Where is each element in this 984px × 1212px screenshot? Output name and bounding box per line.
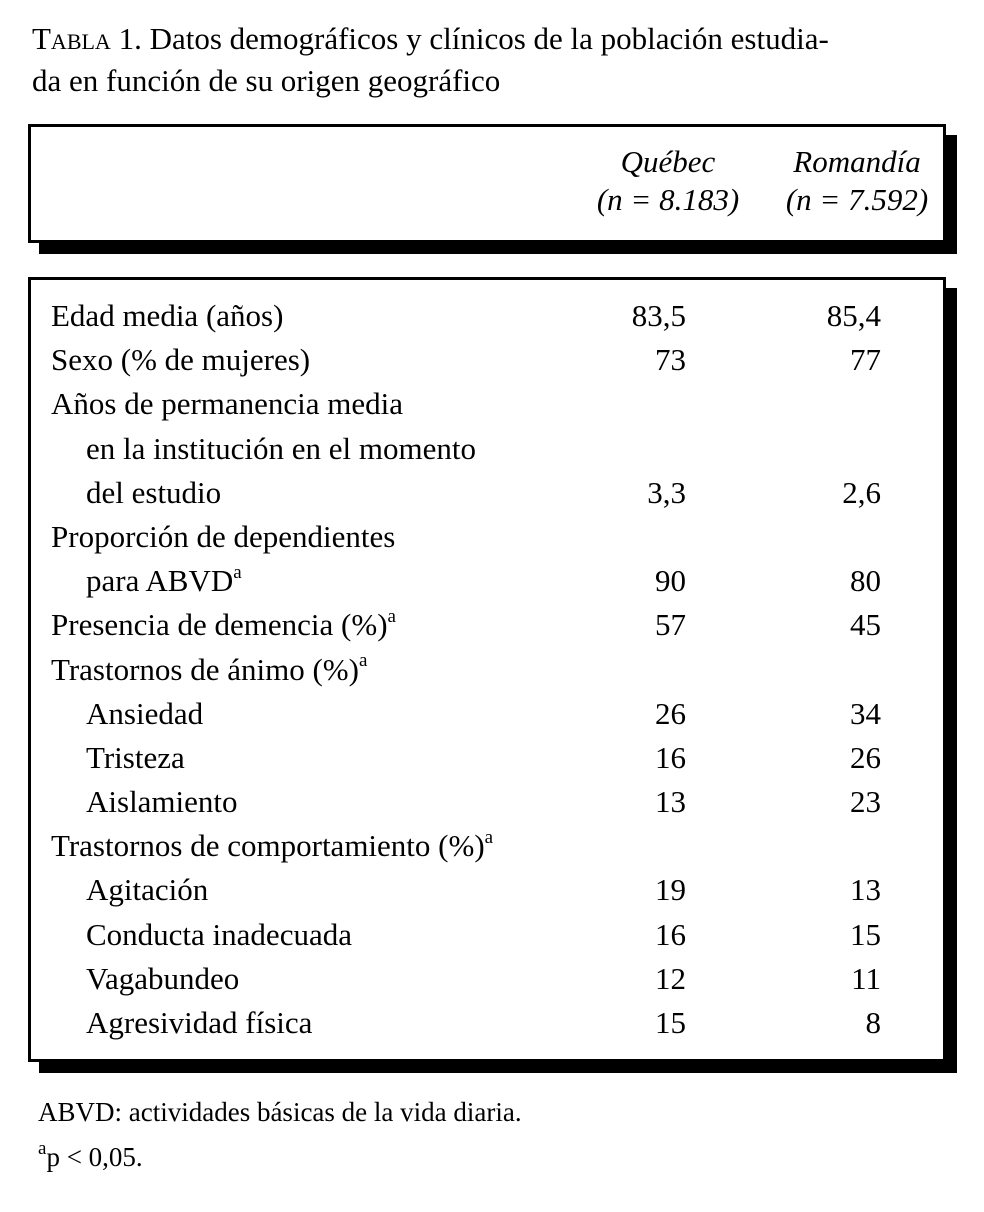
table-row — [31, 382, 943, 426]
cell-romandia: 23 — [850, 784, 881, 820]
table-caption — [32, 18, 962, 102]
row-label-text: Agitación — [86, 872, 209, 908]
significance-marker: a — [484, 826, 494, 848]
row-label — [86, 559, 242, 603]
row-label — [86, 471, 221, 515]
cell-quebec: 13 — [655, 784, 686, 820]
row-label — [86, 427, 476, 471]
cell-quebec: 16 — [655, 916, 686, 952]
row-label — [51, 824, 493, 868]
table-header — [28, 124, 946, 243]
row-label-text: Proporción de dependientes — [51, 518, 396, 554]
row-label-text: Edad media (años) — [51, 298, 284, 333]
row-label — [86, 913, 352, 957]
cell-romandia: 77 — [850, 342, 881, 378]
column-name: Romandía — [793, 144, 921, 179]
row-label-text: Trastornos de ánimo (%) — [51, 651, 359, 687]
column-n: (n = 7.592) — [785, 182, 929, 217]
table-row — [31, 559, 943, 603]
row-label — [51, 648, 367, 692]
row-label-text: para ABVD — [86, 563, 234, 599]
row-label — [86, 780, 238, 824]
row-label-text: en la institución en el momento — [86, 430, 476, 466]
table-row — [31, 603, 943, 647]
table-row — [31, 1001, 943, 1045]
cell-romandia: 2,6 — [842, 474, 881, 510]
row-label-text: Sexo (% de mujeres) — [51, 342, 311, 378]
row-label-text: Tristeza — [86, 739, 185, 775]
cell-romandia: 15 — [850, 916, 881, 952]
cell-romandia: 34 — [850, 695, 881, 731]
table-row — [31, 780, 943, 824]
row-label-text: Ansiedad — [86, 695, 204, 731]
table-body — [28, 277, 946, 1062]
caption-label: Tabla 1. — [32, 21, 142, 56]
row-label-text: Trastornos de comportamiento (%) — [51, 828, 485, 864]
cell-romandia: 13 — [850, 872, 881, 908]
row-label — [86, 868, 208, 912]
table-row — [31, 913, 943, 957]
cell-quebec: 83,5 — [631, 298, 686, 333]
cell-romandia: 80 — [850, 563, 881, 599]
caption-line-1 — [32, 18, 962, 60]
cell-quebec: 26 — [655, 695, 686, 731]
row-label — [51, 603, 396, 647]
row-label-text: Años de permanencia media — [51, 386, 404, 422]
cell-romandia: 8 — [865, 1005, 881, 1040]
cell-romandia: 85,4 — [826, 298, 881, 333]
cell-romandia: 45 — [850, 607, 881, 643]
cell-quebec: 57 — [655, 607, 686, 643]
row-label-text: Agresividad física — [86, 1005, 313, 1040]
table-row — [31, 427, 943, 471]
table-row — [31, 515, 943, 559]
table-row — [31, 868, 943, 912]
cell-quebec: 16 — [655, 739, 686, 775]
footnote-significance — [38, 1140, 143, 1174]
table-row — [31, 736, 943, 780]
caption-line-2: da en función de su origen geográfico — [32, 63, 501, 98]
table-row — [31, 294, 943, 338]
table-row — [31, 957, 943, 1001]
significance-marker: a — [233, 561, 242, 583]
cell-quebec: 19 — [655, 872, 686, 908]
cell-romandia: 26 — [850, 739, 881, 775]
footnote-significance-text: p < 0,05. — [46, 1142, 143, 1172]
footnote-marker: a — [38, 1138, 47, 1159]
table-row — [31, 338, 943, 382]
row-label-text: Aislamiento — [86, 784, 238, 820]
row-label — [51, 382, 403, 426]
cell-quebec: 15 — [655, 1005, 686, 1040]
footnote-abbreviation: ABVD: actividades básicas de la vida diaria. — [38, 1097, 522, 1127]
row-label-text: Vagabundeo — [86, 960, 240, 996]
column-header-quebec — [568, 143, 768, 219]
column-name: Québec — [620, 144, 716, 179]
row-label — [51, 338, 310, 382]
cell-quebec: 3,3 — [647, 474, 686, 510]
table-row — [31, 471, 943, 515]
significance-marker: a — [358, 650, 368, 672]
row-label — [86, 1001, 312, 1045]
table-row — [31, 648, 943, 692]
cell-quebec: 90 — [655, 563, 686, 599]
table-rows — [31, 294, 943, 1045]
column-header-romandia — [757, 143, 957, 219]
table-row — [31, 692, 943, 736]
row-label-text: del estudio — [86, 474, 222, 510]
row-label — [51, 294, 283, 338]
row-label — [86, 957, 239, 1001]
row-label-text: Conducta inadecuada — [86, 916, 352, 952]
row-label-text: Presencia de demencia (%) — [51, 607, 388, 643]
cell-quebec: 73 — [655, 342, 686, 378]
significance-marker: a — [387, 605, 396, 627]
column-n: (n = 8.183) — [596, 182, 740, 217]
caption-text-1: Datos demográficos y clínicos de la población estudia- — [141, 21, 829, 56]
table-row — [31, 824, 943, 868]
row-label — [51, 515, 395, 559]
cell-quebec: 12 — [655, 960, 686, 996]
row-label — [86, 736, 185, 780]
cell-romandia: 11 — [851, 960, 881, 996]
row-label — [86, 692, 203, 736]
